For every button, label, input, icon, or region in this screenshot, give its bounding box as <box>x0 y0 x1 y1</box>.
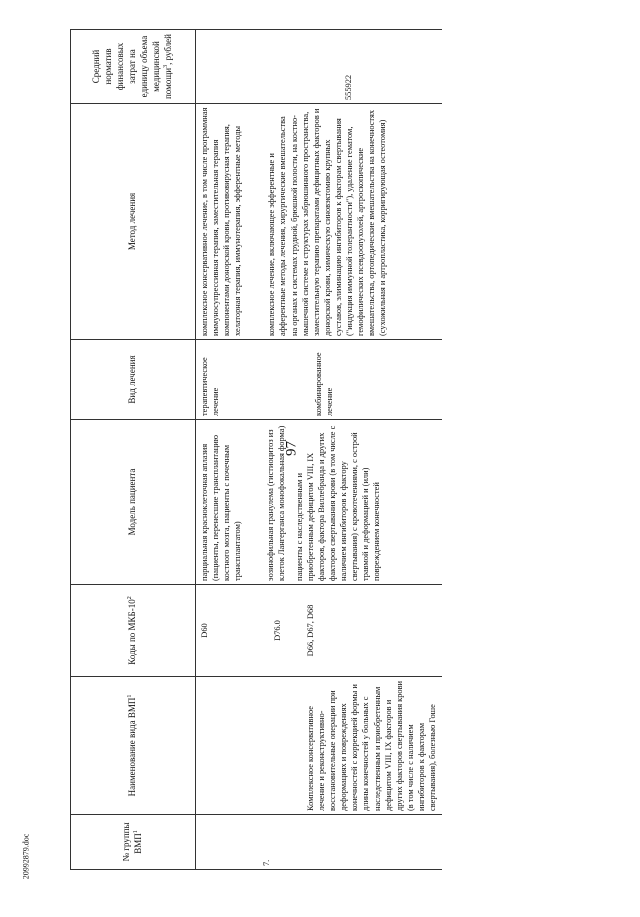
header-model: Модель пациента <box>71 420 196 585</box>
footer-doc-name: 20992879.doc <box>21 833 31 880</box>
cell-model: парциальная красноклеточная аплазия (пациенты, перенесшие трансплантацию костного мозга, пациенты с почечным трансплантатом) эозинофильная гранулема (гистиоцитоз из клеток Лангерганса монофокальная форма) пациенты с наследственным и приобретенным дефицитом VIII, IX факторов, фактора Виллебранда и других факторов свертывания крови (в том числе с наличием ингибиторов к фактору свертывания) с кровотечениями, с острой травмой и деформацией и (или) повреждением конечностей <box>196 420 443 585</box>
table-row <box>196 30 443 870</box>
vmp-table <box>70 29 442 870</box>
header-group: № группы ВМП$^1$ <box>71 815 196 870</box>
cell-name: Комплексное консервативное лечение и реконструктивно-восстановительные операции при деформациях и повреждениях конечностей с коррекцией формы и длины конечностей у больных с наследственным и приобретенным дефицитом VIII, IX факторов и других факторов свертывания крови (в том числе с наличием ингибиторов к факторам свертывания), болезнью Гоше <box>196 677 443 815</box>
header-cost: Средний норматив финансовых затрат на единицу объема медицинской помощи$^3$, рублей <box>71 30 196 104</box>
rotated-table-container <box>70 30 640 870</box>
header-method: Метод лечения <box>71 104 196 340</box>
cell-group: 7. <box>196 815 443 870</box>
header-type: Вид лечения <box>71 340 196 420</box>
header-name: Наименование вида ВМП$^1$ <box>71 677 196 815</box>
page-number: 97 <box>283 441 300 456</box>
cell-method: комплексное консервативное лечение, в том числе программная иммуносупрессивная терапия, заместительная терапия компонентами донорской крови, противовирусная терапия, хелаторная терапия, иммунотерапия, эфферентные методы комплексное лечение, включающее эфферентные и афферентные методы лечения, хирургические вмешательства на органах и системах грудной, брюшной полости, на костно-мышечной системе и структурах забрюшинного пространства, заместительную терапию препаратами дефицитных факторов и донорской крови, химическую синовэктомию крупных суставов, элиминацию ингибиторов к факторам свертывания ("индукция иммунной толерантности"), удаление гематом, гемофилических псевдоопухолей, артроскопические вмешательства, ортопедические вмешательства на конечностях (сухожильная и артропластика, корригирующая остеотомия) <box>196 104 443 340</box>
cell-codes: D60 D76.0 D66, D67, D68 <box>196 585 443 677</box>
cell-type: терапевтическое лечение комбинированное лечение <box>196 340 443 420</box>
header-codes: Коды по МКБ-$10^2$ <box>71 585 196 677</box>
table-header-row <box>71 30 196 870</box>
cell-cost: 555922 <box>196 30 443 104</box>
